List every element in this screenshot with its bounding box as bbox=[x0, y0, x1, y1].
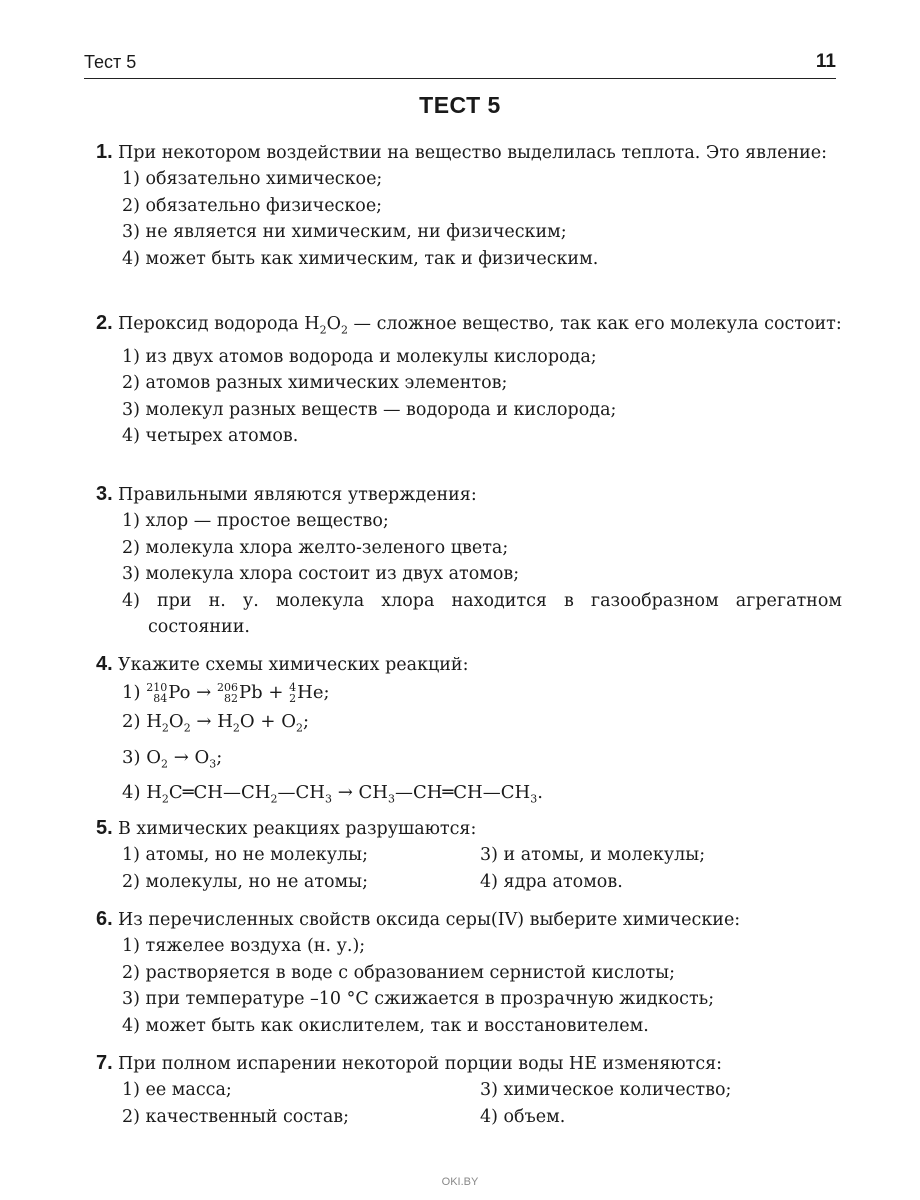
running-title: Тест 5 bbox=[84, 52, 137, 72]
question-7 bbox=[96, 1051, 842, 1130]
question-number: 5. bbox=[96, 817, 113, 839]
question-3 bbox=[96, 482, 842, 641]
question-text: Пероксид водорода $H_2O_2$ — сложное вещество, так как его молекула состоит: bbox=[118, 314, 842, 337]
question-text: Из перечисленных свойств оксида серы(IV) выберите химические: bbox=[118, 910, 741, 930]
answer-option: 1) тяжелее воздуха (н. у.); bbox=[122, 936, 366, 956]
question-number: 6. bbox=[96, 908, 113, 930]
reaction-scheme-1: 1) 210 84 Po → 206 82 Pb + 4 2 He; bbox=[122, 681, 330, 705]
question-number: 2. bbox=[96, 312, 113, 334]
answer-option: 2) атомов разных химических элементов; bbox=[122, 373, 508, 393]
answer-option: 3) химическое количество; bbox=[480, 1080, 732, 1100]
answer-option: 2) молекулы, но не атомы; bbox=[122, 871, 368, 892]
answer-option: 4) ядра атомов. bbox=[480, 871, 623, 892]
question-number: 1. bbox=[96, 141, 113, 163]
answer-option: 1) хлор — простое вещество; bbox=[122, 511, 389, 531]
answer-option: 2) качественный состав; bbox=[122, 1106, 349, 1127]
page-number: 11 bbox=[815, 51, 836, 72]
answer-option: 3) не является ни химическим, ни физическим; bbox=[122, 222, 567, 242]
answer-option: 4) может быть как химическим, так и физическим. bbox=[122, 248, 599, 269]
question-text: При некотором воздействии на вещество выделилась теплота. Это явление: bbox=[118, 143, 828, 163]
page-header bbox=[84, 50, 836, 79]
question-text: Укажите схемы химических реакций: bbox=[118, 655, 469, 675]
answer-option: 4) при н. у. молекула хлора находится в газообразном агрегатном состоянии. bbox=[122, 590, 842, 637]
answer-option: 4) четырех атомов. bbox=[122, 426, 299, 446]
question-number: 3. bbox=[96, 483, 113, 505]
answer-option: 4) может быть как окислителем, так и восстановителем. bbox=[122, 1015, 649, 1036]
answer-option: 2) молекула хлора желто-зеленого цвета; bbox=[122, 537, 509, 558]
answer-option: 3) молекул разных веществ — водорода и кислорода; bbox=[122, 399, 617, 420]
question-4 bbox=[96, 652, 842, 814]
question-5 bbox=[96, 816, 842, 895]
answer-option: 3) при температуре –10 °C сжижается в прозрачную жидкость; bbox=[122, 989, 715, 1009]
question-number: 4. bbox=[96, 653, 113, 675]
answer-option: 1) обязательно химическое; bbox=[122, 169, 383, 189]
reaction-scheme-3: 3) $O_2 \to O_3$; bbox=[122, 746, 223, 771]
question-1 bbox=[96, 140, 842, 272]
page-title: ТЕСТ 5 bbox=[419, 92, 501, 118]
question-6 bbox=[96, 907, 842, 1039]
question-2 bbox=[96, 311, 842, 450]
answer-option: 1) из двух атомов водорода и молекулы кислорода; bbox=[122, 346, 597, 367]
reaction-scheme-4: 4) $H_2C═CH—CH_2—CH_3$ → $CH_3—CH═CH—CH_3$. bbox=[122, 782, 543, 806]
reaction-scheme-2: 2) $H_2O_2 \to H_2O + O_2$; bbox=[122, 711, 310, 735]
question-number: 7. bbox=[96, 1052, 113, 1074]
answer-option: 1) атомы, но не молекулы; bbox=[122, 845, 368, 865]
question-text: При полном испарении некоторой порции воды НЕ изменяются: bbox=[118, 1054, 723, 1074]
answer-option: 1) ее масса; bbox=[122, 1080, 232, 1100]
answer-option: 3) молекула хлора состоит из двух атомов; bbox=[122, 564, 520, 584]
answer-option: 4) объем. bbox=[480, 1106, 566, 1127]
answer-option: 2) растворяется в воде с образованием сернистой кислоты; bbox=[122, 962, 676, 983]
answer-option: 3) и атомы, и молекулы; bbox=[480, 845, 706, 865]
watermark: OKI.BY bbox=[441, 1176, 479, 1188]
answer-option: 2) обязательно физическое; bbox=[122, 195, 383, 216]
question-text: Правильными являются утверждения: bbox=[118, 485, 477, 505]
question-text: В химических реакциях разрушаются: bbox=[118, 819, 477, 839]
